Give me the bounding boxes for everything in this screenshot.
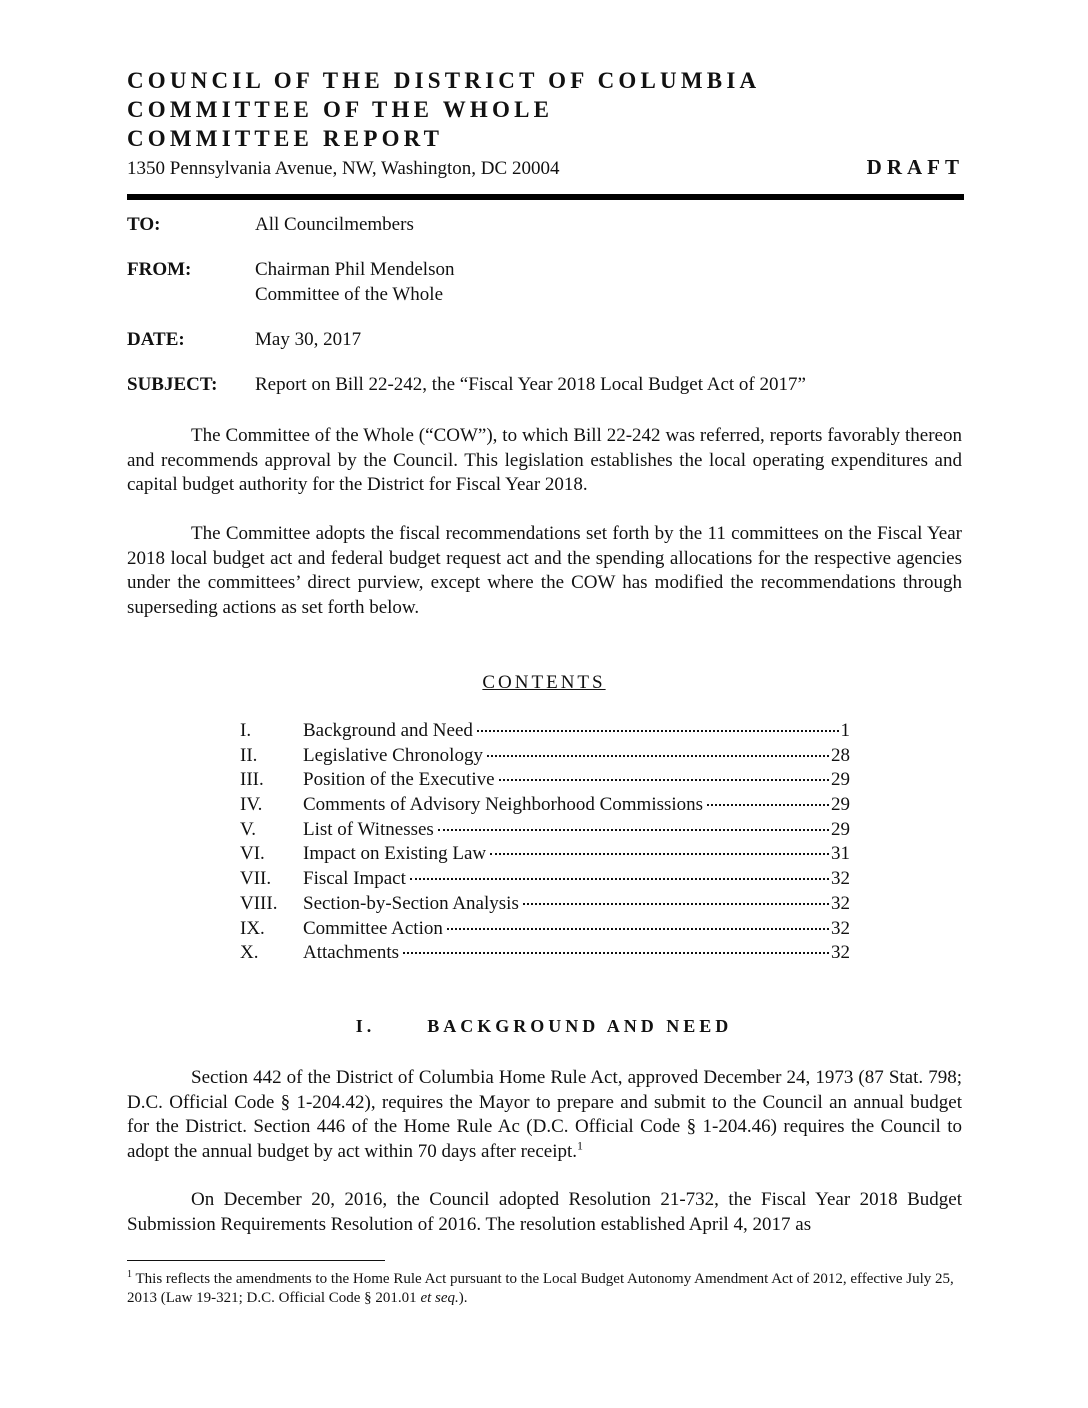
toc-leader-dots xyxy=(410,878,829,880)
toc-number: VI. xyxy=(240,843,265,865)
to-value: All Councilmembers xyxy=(255,214,414,235)
toc-page-number: 32 xyxy=(831,868,850,890)
from-value-committee: Committee of the Whole xyxy=(255,284,444,305)
memo-date xyxy=(127,327,964,352)
toc-row[interactable] xyxy=(240,720,850,745)
toc-number: X. xyxy=(240,942,259,964)
memo-subject xyxy=(127,372,964,397)
section-number: I. xyxy=(355,1016,376,1036)
toc-title: Background and Need xyxy=(303,720,473,741)
subject-value: Report on Bill 22-242, the “Fiscal Year 2018 Local Budget Act of 2017” xyxy=(255,374,806,395)
toc-row[interactable] xyxy=(240,819,850,844)
toc-title: Position of the Executive xyxy=(303,769,495,791)
toc-row[interactable] xyxy=(240,868,850,893)
toc-number: IV. xyxy=(240,794,263,816)
toc-leader-dots xyxy=(477,730,839,732)
toc-leader-dots xyxy=(523,903,829,905)
council-name: COUNCIL OF THE DISTRICT OF COLUMBIA xyxy=(127,68,761,93)
committee-name: COMMITTEE OF THE WHOLE xyxy=(127,97,554,122)
toc-page-number: 32 xyxy=(831,942,850,964)
toc-page-number: 28 xyxy=(831,744,850,766)
draft-label: DRAFT xyxy=(866,155,964,179)
toc-row[interactable] xyxy=(240,918,850,943)
section-heading xyxy=(0,1016,1088,1037)
table-of-contents xyxy=(240,720,850,967)
toc-leader-dots xyxy=(447,928,829,930)
toc-number: III. xyxy=(240,769,264,791)
toc-title: Committee Action xyxy=(303,917,443,939)
background-paragraph-1: Section 442 of the District of Columbia Home Rule Act, approved December 24, 1973 (87 Stat. 798; D.C. Official Code § 1-204.42), requires the Mayor to prepare and submit to the Council an annual budget for the District. Section 446 of the Home Rule Ac (D.C. Official Code § 1-204.46) requires the Council to adopt the annual budget by act within 70 days after receipt.$^1$ xyxy=(127,1067,962,1162)
memo-block xyxy=(127,212,964,417)
footnote-italic: et seq. xyxy=(420,1290,459,1306)
toc-row[interactable] xyxy=(240,745,850,770)
contents-title: CONTENTS xyxy=(482,672,606,693)
footnote-text: This reflects the amendments to the Home Rule Act pursuant to the Local Budget Autonomy Amendment Act of 2012, effective July 25, 2013 (Law 19-321; D.C. Official Code § 201.01 xyxy=(127,1271,954,1306)
toc-page-number: 29 xyxy=(831,818,850,840)
toc-page-number: 29 xyxy=(831,769,850,791)
toc-number: VII. xyxy=(240,868,272,890)
memo-to xyxy=(127,212,964,237)
toc-page-number: 32 xyxy=(831,917,850,939)
toc-leader-dots xyxy=(499,779,829,781)
toc-title: Section-by-Section Analysis xyxy=(303,892,519,914)
from-value-name: Chairman Phil Mendelson xyxy=(255,259,455,280)
toc-number: IX. xyxy=(240,917,265,939)
background-paragraph-2: On December 20, 2016, the Council adopted Resolution 21-732, the Fiscal Year 2018 Budget Submission Requirements Resolution of 2016. The resolution established April 4, 2017 as xyxy=(127,1189,962,1235)
intro-paragraph-1: The Committee of the Whole (“COW”), to which Bill 22-242 was referred, reports favorably thereon and recommends approval by the Council. This legislation establishes the local operating expenditures and capital budget authority for the District for Fiscal Year 2018. xyxy=(127,425,962,495)
toc-number: VIII. xyxy=(240,892,278,914)
date-value: May 30, 2017 xyxy=(255,329,362,350)
memo-from xyxy=(127,257,964,307)
footnote-tail: ). xyxy=(458,1290,468,1306)
toc-row[interactable] xyxy=(240,893,850,918)
date-label: DATE: xyxy=(127,329,185,350)
toc-leader-dots xyxy=(707,804,829,806)
report-type: COMMITTEE REPORT xyxy=(127,126,444,151)
toc-title: Attachments xyxy=(303,942,400,964)
footnote xyxy=(127,1270,962,1308)
toc-row[interactable] xyxy=(240,769,850,794)
address-row xyxy=(127,155,964,180)
address: 1350 Pennsylvania Avenue, NW, Washington, DC 20004 xyxy=(127,158,560,179)
toc-leader-dots xyxy=(487,755,829,757)
footnote-reference[interactable]: 1 xyxy=(577,1138,584,1153)
toc-leader-dots xyxy=(490,853,829,855)
toc-leader-dots xyxy=(403,952,829,954)
subject-label: SUBJECT: xyxy=(127,374,218,395)
to-label: TO: xyxy=(127,214,161,235)
header-rule xyxy=(127,194,964,200)
toc-number: II. xyxy=(240,744,258,766)
footnote-rule xyxy=(127,1260,385,1261)
footnote-mark: 1 xyxy=(127,1269,132,1280)
toc-page-number: 31 xyxy=(831,843,850,865)
toc-leader-dots xyxy=(438,829,829,831)
toc-title: Impact on Existing Law xyxy=(303,843,487,865)
intro-paragraph-2: The Committee adopts the fiscal recommendations set forth by the 11 committees on the Fiscal Year 2018 local budget act and federal budget request act and the spending allocations for the respective agencies under the committees’ direct purview, except where the COW has modified the recommendations through superseding actions as set forth below. xyxy=(127,523,962,618)
toc-title: Fiscal Impact xyxy=(303,868,406,890)
toc-title: Comments of Advisory Neighborhood Commissions xyxy=(303,794,704,816)
toc-row[interactable] xyxy=(240,794,850,819)
toc-title: Legislative Chronology xyxy=(303,744,483,766)
toc-row[interactable] xyxy=(240,942,850,967)
toc-page-number: 1 xyxy=(840,720,850,741)
toc-page-number: 29 xyxy=(831,794,850,816)
toc-page-number: 32 xyxy=(831,892,850,914)
section-title: BACKGROUND AND NEED xyxy=(427,1016,733,1036)
toc-row[interactable] xyxy=(240,843,850,868)
toc-number: V. xyxy=(240,818,257,840)
report-header xyxy=(127,66,964,180)
from-label: FROM: xyxy=(127,259,192,280)
toc-number: I. xyxy=(240,720,252,741)
toc-title: List of Witnesses xyxy=(303,818,434,840)
